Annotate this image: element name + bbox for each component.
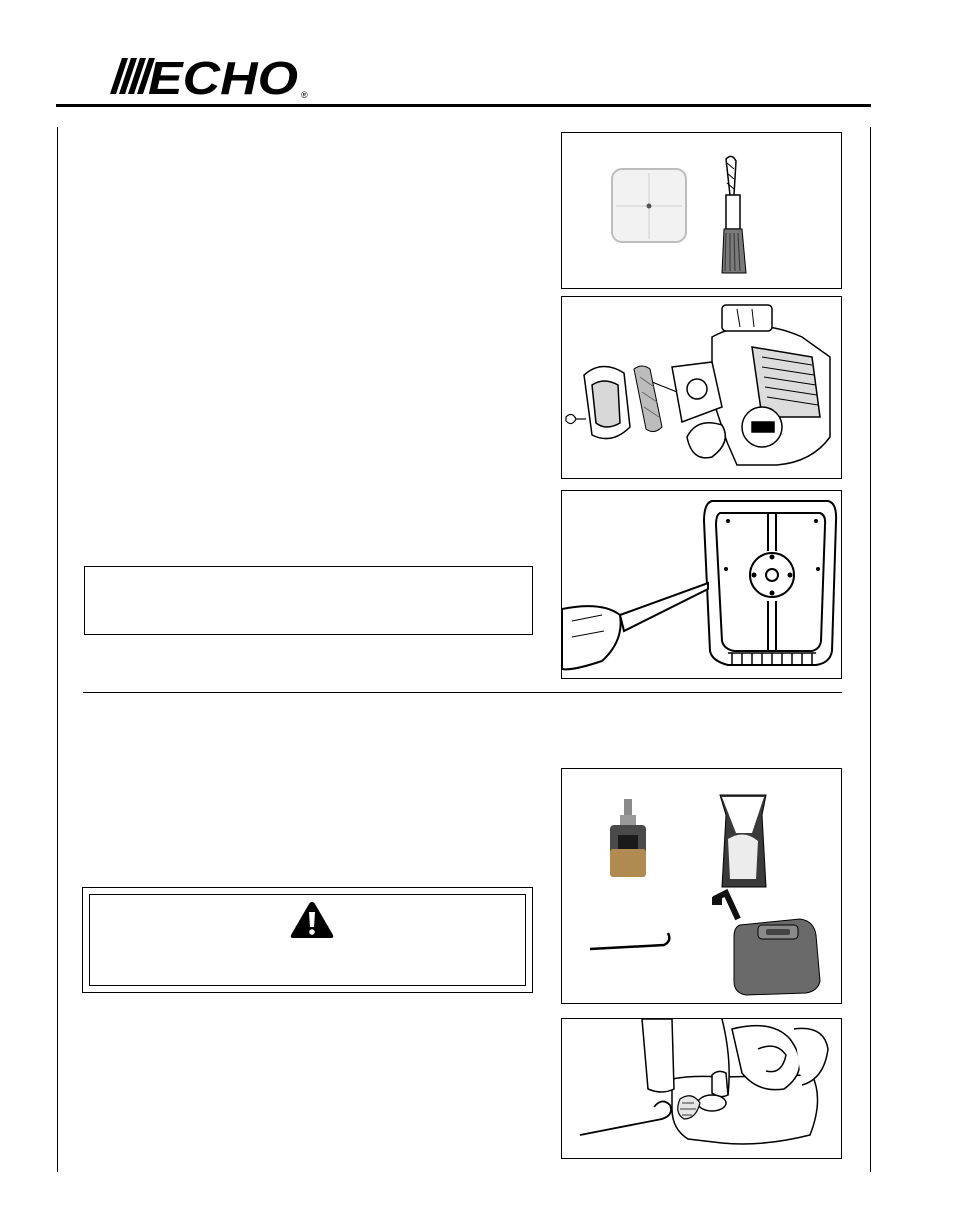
screwdriver [562, 583, 708, 669]
cleaning-brush [722, 156, 746, 273]
fuel-can [712, 893, 820, 995]
pickup-hook [580, 1101, 671, 1135]
filter-bag [720, 795, 766, 887]
fuel-filter-hook [590, 933, 669, 949]
note-box [84, 566, 533, 635]
logo-wordmark: ECHO [148, 52, 299, 104]
logo-registered-mark: ® [301, 90, 308, 100]
left-margin-rule [57, 127, 58, 1172]
filter-element-mesh [634, 366, 662, 432]
figure-air-filter-brush [561, 132, 842, 289]
warning-triangle-icon [290, 900, 334, 940]
wing-knob [566, 414, 586, 423]
section-divider [83, 692, 842, 693]
right-margin-rule [870, 127, 871, 1172]
echo-logo [108, 52, 318, 104]
figure-filter-cover-screwdriver [561, 490, 842, 679]
figure-fuel-tank-hook [561, 1018, 842, 1159]
header-rule [56, 104, 871, 107]
air-cleaner-cover [584, 366, 630, 438]
figure-engine-air-cleaner [561, 296, 842, 479]
air-filter-element [612, 169, 686, 242]
fuel-filter [610, 799, 646, 877]
figure-fuel-filter-kit [561, 768, 842, 1004]
filter-cover-frame [704, 501, 836, 665]
